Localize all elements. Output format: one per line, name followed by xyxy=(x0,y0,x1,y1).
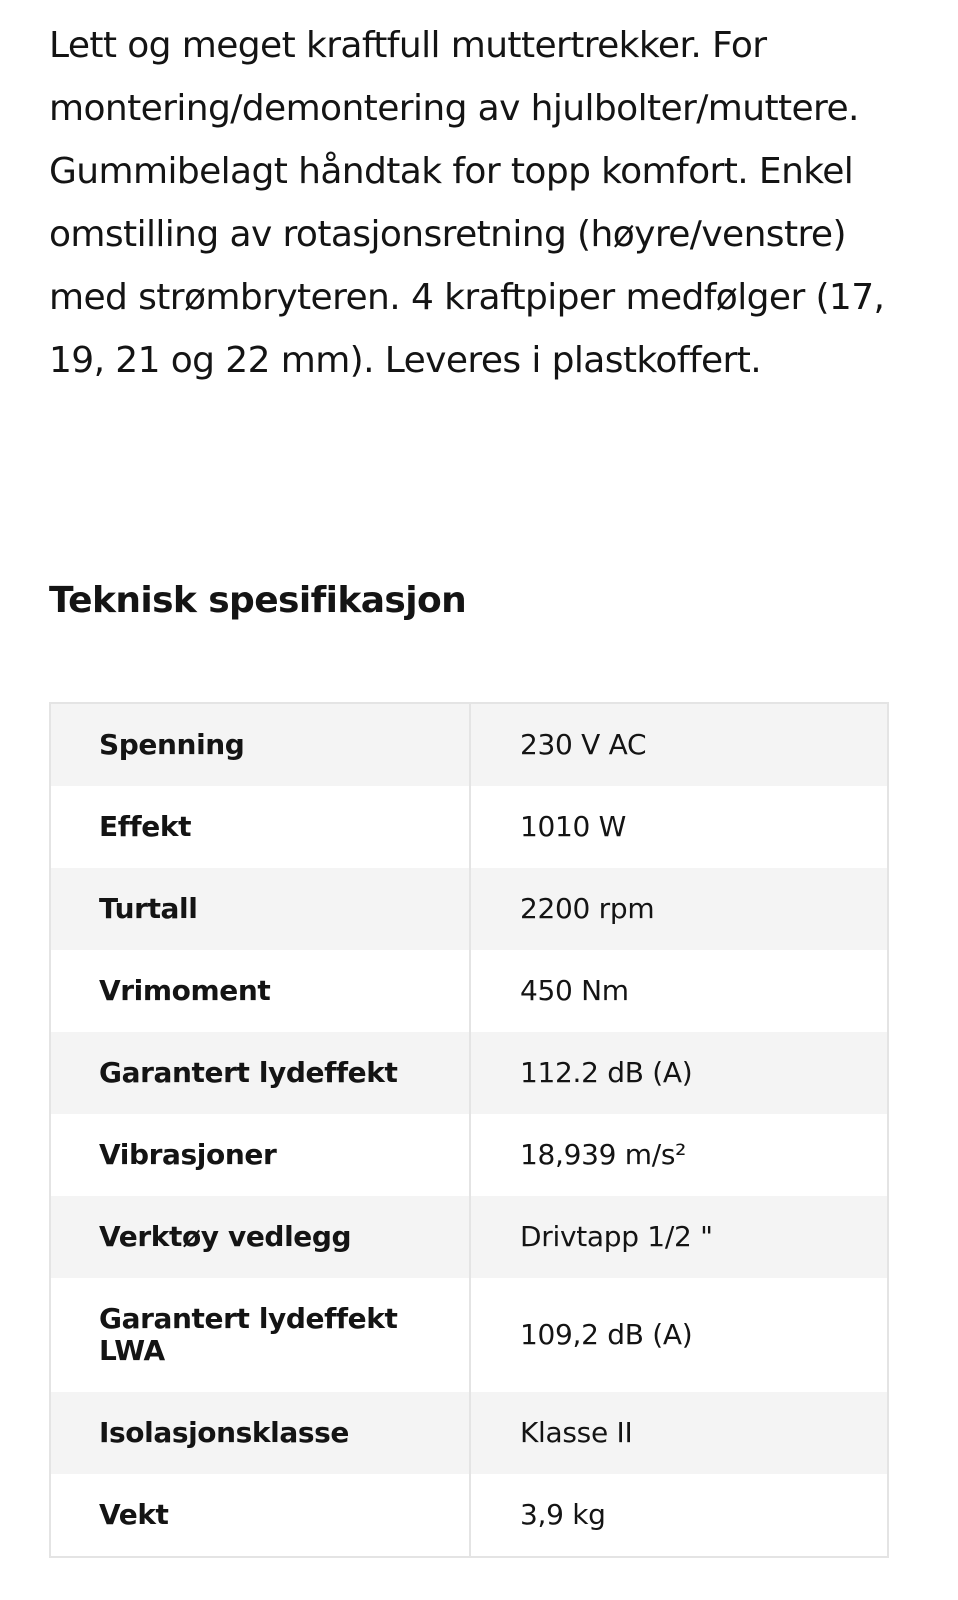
spec-section-title: Teknisk spesifikasjon xyxy=(49,580,467,621)
spec-row-turtall xyxy=(51,868,887,950)
spec-table xyxy=(49,702,889,1558)
spec-label: Vibrasjoner xyxy=(51,1114,471,1196)
spec-label: Garantert lydeffekt LWA xyxy=(51,1278,471,1392)
product-description: Lett og meget kraftfull muttertrekker. For montering/demontering av hjulbolter/muttere. Gummibelagt håndtak for topp komfort. Enkel omstilling av rotasjonsretning (høyre/venstre) med strømbryteren. 4 kraftpiper medfølger (17, 19, 21 og 22 mm). Leveres i plastkoffert. xyxy=(49,25,885,381)
spec-value: 109,2 dB (A) xyxy=(520,1318,693,1351)
spec-label: Vrimoment xyxy=(51,950,471,1032)
spec-label: Spenning xyxy=(51,704,471,786)
spec-value: Drivtapp 1/2 " xyxy=(520,1220,713,1253)
spec-value: Klasse II xyxy=(520,1416,633,1449)
spec-row-vibrasjoner xyxy=(51,1114,887,1196)
spec-label: Turtall xyxy=(51,868,471,950)
spec-row-spenning xyxy=(51,704,887,786)
spec-label: Garantert lydeffekt xyxy=(51,1032,471,1114)
spec-row-vrimoment xyxy=(51,950,887,1032)
spec-label: Effekt xyxy=(51,786,471,868)
spec-row-isolasjonsklasse xyxy=(51,1392,887,1474)
spec-label: Verktøy vedlegg xyxy=(51,1196,471,1278)
spec-value: 18,939 m/s² xyxy=(520,1138,687,1171)
spec-row-effekt xyxy=(51,786,887,868)
spec-value: 450 Nm xyxy=(520,974,629,1007)
spec-row-verktoy-vedlegg xyxy=(51,1196,887,1278)
spec-label: Isolasjonsklasse xyxy=(51,1392,471,1474)
spec-row-lydeffekt xyxy=(51,1032,887,1114)
spec-row-vekt xyxy=(51,1474,887,1556)
spec-label: Vekt xyxy=(51,1474,471,1556)
spec-value: 1010 W xyxy=(520,810,627,843)
spec-value: 2200 rpm xyxy=(520,892,655,925)
spec-value: 230 V AC xyxy=(520,728,647,761)
spec-value: 112.2 dB (A) xyxy=(520,1056,693,1089)
spec-value: 3,9 kg xyxy=(520,1498,606,1531)
spec-row-lydeffekt-lwa xyxy=(51,1278,887,1392)
